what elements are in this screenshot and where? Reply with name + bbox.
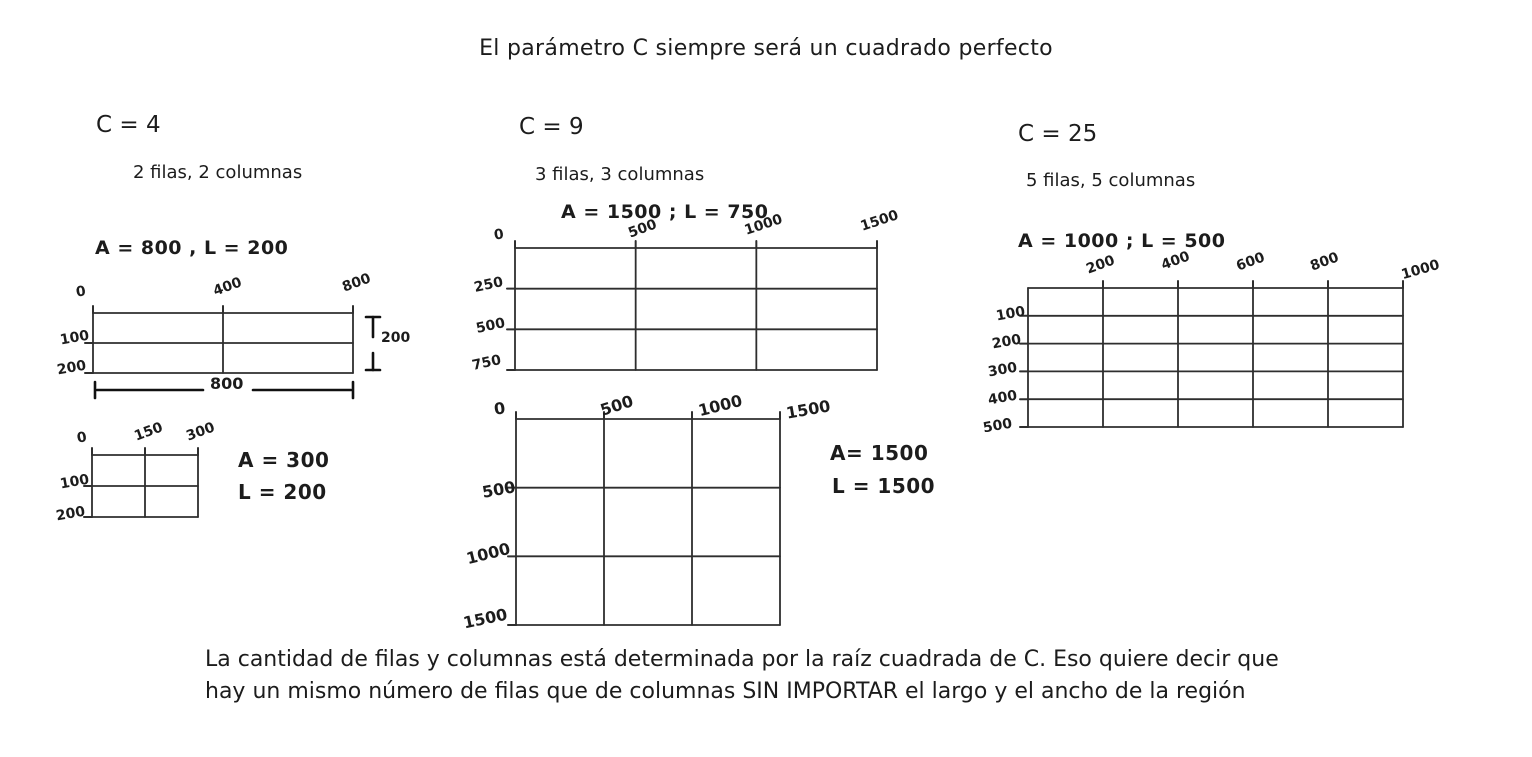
x-axis-label: 0 [492,226,505,244]
footer-line-1: La cantidad de filas y columnas está determinada por la raíz cuadrada de C. Eso quiere decir que [205,647,1279,672]
section-c9-label: C = 9 [519,114,584,140]
y-axis-label: 1500 [461,604,510,633]
grid-c25 [1028,288,1403,427]
side-param-a: A = 300 [238,448,330,472]
y-axis-label: 500 [981,415,1014,437]
grid-c4-large [93,313,353,373]
y-axis-label: 1000 [464,538,513,569]
section-c4-subtitle: 2 filas, 2 columnas [133,162,303,183]
y-axis-label: 100 [58,471,91,493]
x-axis-label: 1000 [742,211,785,239]
x-axis-label: 400 [1159,248,1193,274]
y-axis-label: 200 [990,331,1023,353]
x-axis-label: 600 [1234,249,1268,275]
y-axis-label: 400 [986,387,1019,409]
footer-line-2: hay un mismo número de filas que de columnas SIN IMPORTAR el largo y el ancho de la región [205,679,1246,704]
main-title: El parámetro C siempre será un cuadrado perfecto [479,36,1053,61]
x-axis-label: 500 [597,391,636,420]
section-c4-label: C = 4 [96,112,161,138]
x-axis-label: 0 [492,398,507,419]
y-axis-label: 500 [474,315,507,337]
grid-c4-small [92,455,198,517]
section-c25-subtitle: 5 filas, 5 columnas [1026,170,1196,191]
grid-c4-large-params: A = 800 , L = 200 [95,237,289,259]
y-axis-label: 300 [986,359,1019,381]
x-axis-label: 0 [75,429,89,447]
height-measure-label: 200 [381,330,411,346]
x-axis-label: 800 [1308,249,1342,275]
grid-c9-wide-params: A = 1500 ; L = 750 [561,201,769,223]
footer-explanation [205,644,1305,708]
grid-c25-params: A = 1000 ; L = 500 [1018,230,1226,252]
side-param-l: L = 200 [238,480,327,504]
x-axis-label: 1500 [784,396,832,423]
x-axis-label: 1000 [1399,256,1442,284]
grid-c9-square [516,419,780,625]
measure-brackets [0,0,10,10]
section-c9-subtitle: 3 filas, 3 columnas [535,164,705,185]
y-axis-label: 200 [55,357,88,379]
x-axis-label: 1500 [858,207,901,235]
side-param-a: A= 1500 [830,441,929,465]
x-axis-label: 150 [132,419,166,445]
y-axis-label: 100 [58,327,91,349]
side-param-l: L = 1500 [832,474,936,498]
y-axis-label: 200 [54,503,87,525]
y-axis-label: 500 [480,477,517,502]
y-axis-label: 250 [472,274,505,296]
width-measure-label: 800 [210,374,244,393]
section-c25-label: C = 25 [1018,121,1098,147]
x-axis-label: 400 [211,274,245,300]
y-axis-label: 100 [994,303,1027,325]
grid-c9-wide [515,248,877,370]
x-axis-label: 800 [340,270,374,296]
y-axis-label: 750 [470,352,503,374]
x-axis-label: 500 [626,216,660,242]
x-axis-label: 0 [74,283,87,301]
x-axis-label: 1000 [696,390,745,421]
x-axis-label: 300 [184,419,218,445]
x-axis-label: 200 [1084,252,1118,278]
